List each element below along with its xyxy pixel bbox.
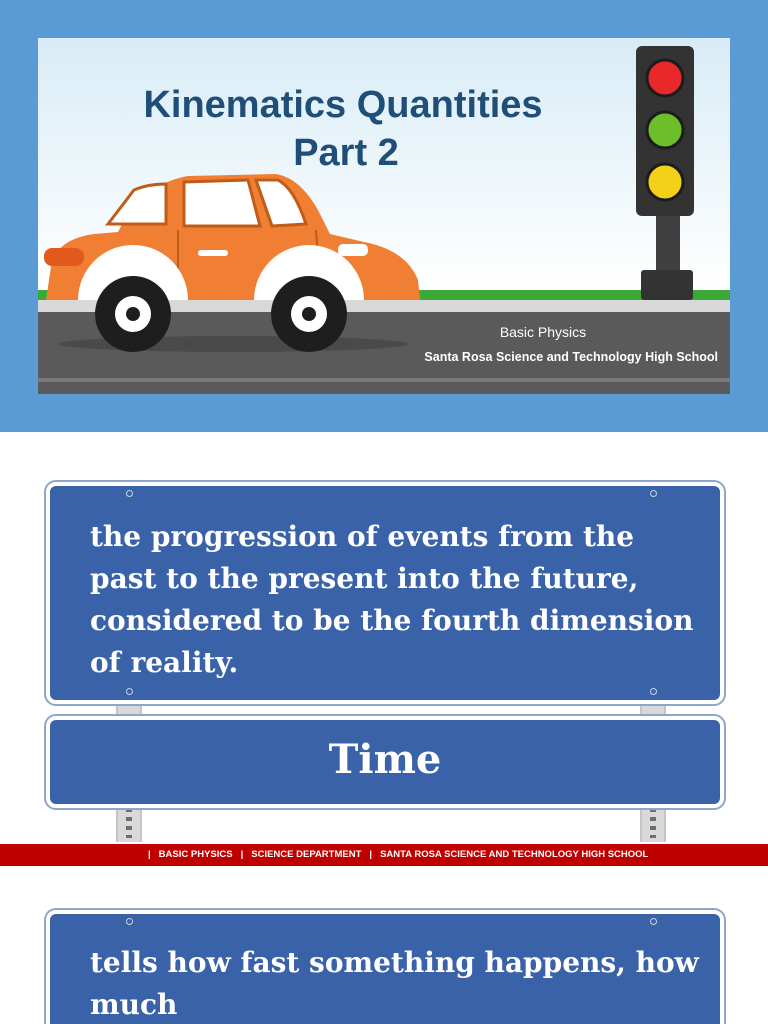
next-definition-slide [0, 866, 768, 1024]
school-name: Santa Rosa Science and Technology High School [424, 350, 718, 364]
definition-slide [0, 432, 768, 867]
footer-department: SCIENCE DEPARTMENT [251, 849, 362, 860]
course-name: Basic Physics [499, 324, 587, 340]
footer-separator: | [148, 849, 151, 860]
title-card [38, 38, 730, 394]
term-text: Time [328, 736, 442, 783]
definition-text: the progression of events from the past to the present into the future, considered to be the fourth dimension of reality. [90, 520, 694, 679]
footer-school: SANTA ROSA SCIENCE AND TECHNOLOGY HIGH SCHOOL [380, 849, 649, 860]
definition-text-2: tells how fast something happens, how much [90, 946, 699, 1021]
footer-separator: | [240, 849, 244, 860]
footer-course: BASIC PHYSICS [158, 849, 233, 860]
slide-title-line-2: Part 2 [293, 132, 399, 174]
term-sign [46, 716, 724, 808]
title-slide [0, 0, 768, 432]
definition-sign-2 [46, 910, 724, 1024]
footer-separator: | [369, 849, 373, 860]
footer-bar [0, 844, 768, 866]
definition-sign [46, 482, 724, 704]
slide-title-line-1: Kinematics Quantities [143, 84, 543, 126]
